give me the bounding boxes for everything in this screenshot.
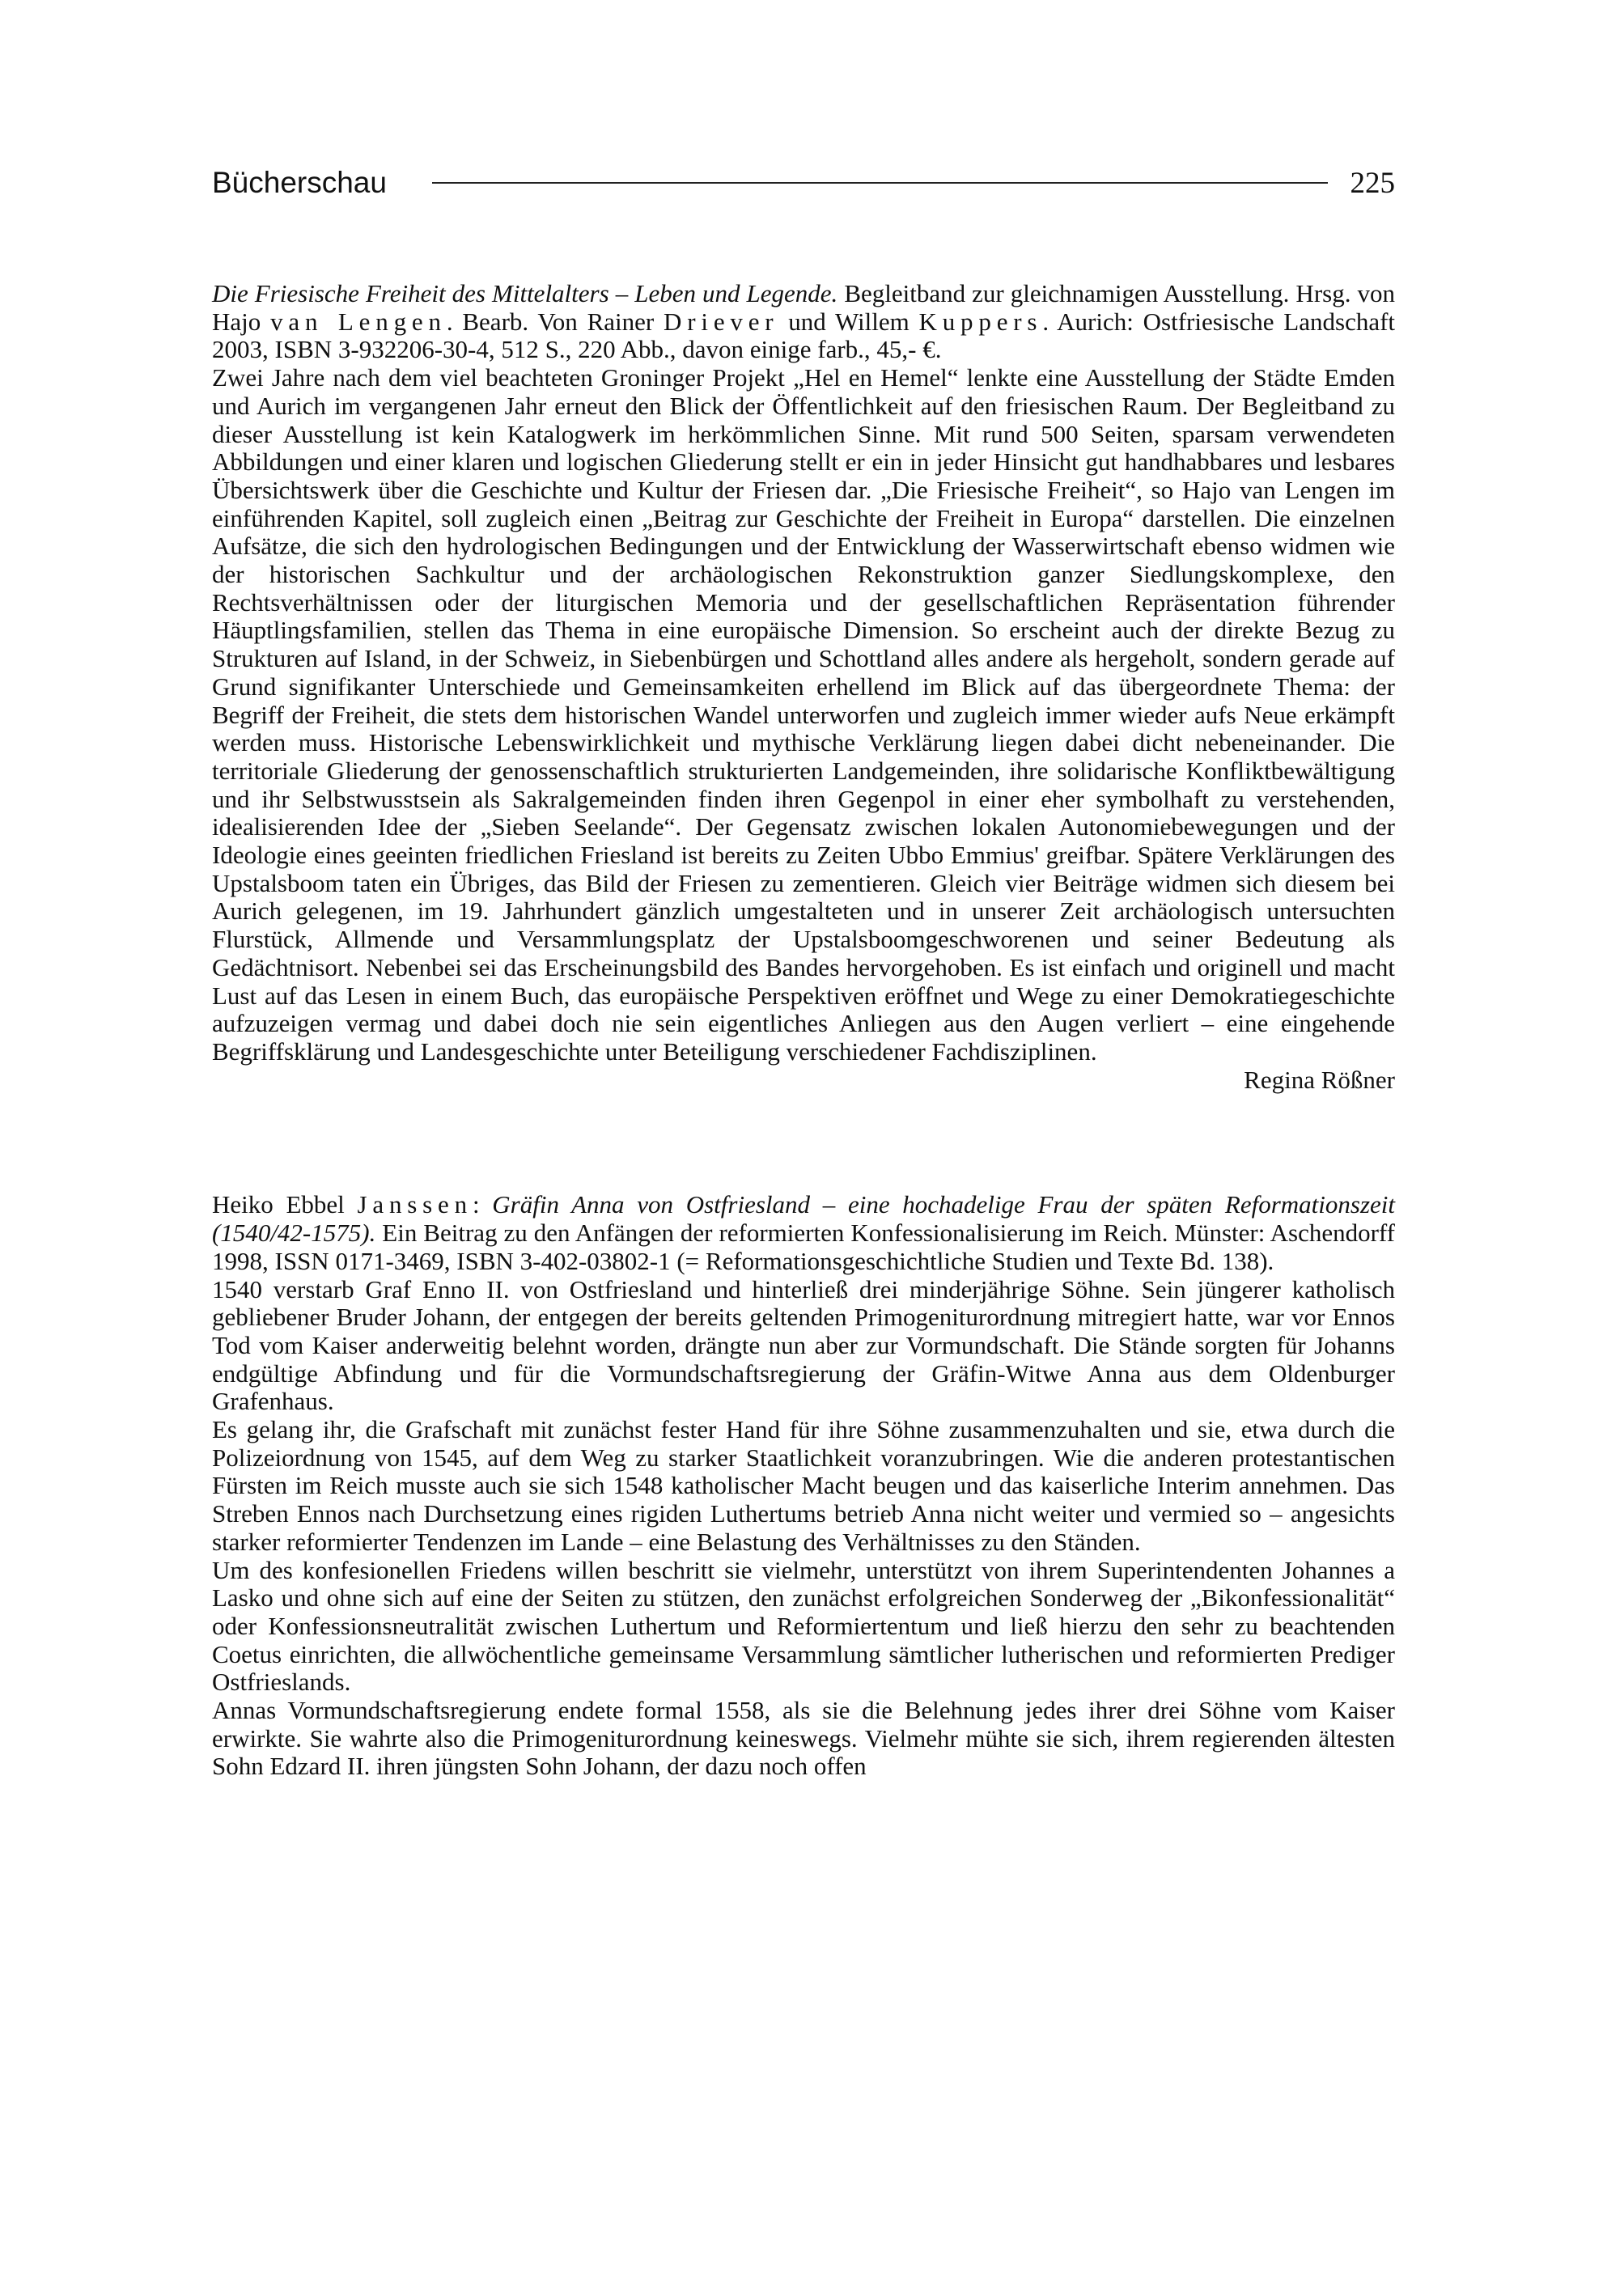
review-friesische-freiheit (212, 280, 1395, 1094)
bibliographic-entry (212, 1191, 1395, 1275)
author-surname: Kuppers (918, 307, 1043, 336)
author-surname: Driever (664, 307, 779, 336)
review-paragraph: Annas Vormundschaftsregierung endete formal 1558, als sie die Belehnung jedes ihrer drei Söhne vom Kaiser erwirkte. Sie wahrte also die Primogeniturordnung keineswegs. Vielmehr mühte sie sich, ihrem regierenden ältesten Sohn Edzard II. ihren jüngsten Sohn Johann, der dazu noch offen (212, 1696, 1395, 1781)
entry-meta: und Willem (778, 307, 919, 336)
book-title: Die Friesische Freiheit des Mittelalters – Leben und Legende. (212, 279, 838, 307)
page-number: 225 (1350, 166, 1395, 200)
editor-surname: van Lengen (270, 307, 447, 336)
page (212, 154, 1395, 1781)
entry-meta: . Aurich: Ostfriesische Landschaft 2003, ISBN 3-932206-30-4, 512 S., 220 Abb., davon einige farb., 45,- €. (212, 307, 1396, 364)
entry-meta: : (472, 1190, 493, 1219)
author-first-name: Heiko Ebbel (212, 1190, 358, 1219)
book-title: Gräfin Anna von Ostfriesland – eine hochadelige Frau der späten Reformationszeit (1540/42-1575). (212, 1190, 1395, 1248)
review-paragraph: 1540 verstarb Graf Enno II. von Ostfriesland und hinterließ drei minderjährige Söhne. Sein jüngerer katholisch gebliebener Bruder Johann, der entgegen der bereits geltenden Primogeniturordnung mitregiert hatte, war vor Ennos Tod vom Kaiser anderweitig belehnt worden, drängte nun aber zur Vormundschaft. Die Stände sorgten für Johanns endgültige Abfindung und für die Vormundschaftsregierung der Gräfin-Witwe Anna aus dem Oldenburger Grafenhaus. (212, 1274, 1395, 1416)
entry-meta: Begleitband zur gleichnamigen Ausstellung. Hrsg. von Hajo (212, 279, 1395, 336)
author-surname: Janssen (357, 1190, 473, 1219)
running-header (212, 154, 1395, 212)
entry-meta: . Bearb. Von Rainer (446, 307, 664, 336)
section-title: Bücherschau (212, 166, 387, 199)
reviewer-name: Regina Rößner (1244, 1065, 1395, 1094)
entry-meta: Ein Beitrag zu den Anfängen der reformierten Konfessionalisierung im Reich. Münster: Aschendorff 1998, ISSN 0171-3469, ISBN 3-402-03802-1 (= Reformationsgeschichtliche Studien und Texte Bd. 138). (212, 1219, 1395, 1275)
review-body: Zwei Jahre nach dem viel beachteten Groninger Projekt „Hel en Hemel“ lenkte eine Ausstellung der Städte Emden und Aurich im vergangenen Jahr erneut den Blick der Öffentlichkeit auf den friesischen Raum. Der Begleitband zu dieser Ausstellung ist kein Katalogwerk im herkömmlichen Sinne. Mit rund 500 Seiten, sparsam verwendeten Abbildungen und einer klaren und logischen Gliederung stellt er ein in jeder Hinsicht gut handhabbares und lesbares Übersichtswerk über die Geschichte und Kultur der Friesen dar. „Die Friesische Freiheit“, so Hajo van Lengen im einführenden Kapitel, soll zugleich einen „Beitrag zur Geschichte der Freiheit in Europa“ darstellen. Die einzelnen Aufsätze, die sich den hydrologischen Bedingungen und der Entwicklung der Wasserwirtschaft ebenso widmen wie der historischen Sachkultur und der archäologischen Rekonstruktion ganzer Siedlungskomplexe, den Rechtsverhältnissen oder der liturgischen Memoria und der gesellschaftlichen Repräsentation führender Häuptlingsfamilien, stellen das Thema in eine europäische Dimension. So erscheint auch der direkte Bezug zu Strukturen auf Island, in der Schweiz, in Siebenbürgen und Schottland alles andere als hergeholt, sondern gerade auf Grund signifikanter Unterschiede und Gemeinsamkeiten erhellend im Blick auf das übergeordnete Thema: der Begriff der Freiheit, die stets dem historischen Wandel unterworfen und zugleich immer wieder aufs Neue erkämpft werden muss. Historische Lebenswirklichkeit und mythische Verklärung liegen dabei dicht nebeneinander. Die territoriale Gliederung der genossenschaftlich strukturierten Landgemeinden, ihre solidarische Konfliktbewältigung und ihr Selbstwusstsein als Sakralgemeinden finden ihren Gegenpol in einer eher symbolhaft zu verstehenden, idealisierenden Idee der „Sieben Seelande“. Der Gegensatz zwischen lokalen Autonomiebewegungen und der Ideologie eines geeinten friedlichen Friesland ist bereits zu Zeiten Ubbo Emmius' greifbar. Spätere Verklärungen des Upstalsboom taten ein Übriges, das Bild der Friesen zu zementieren. Gleich vier Beiträge widmen sich diesem bei Aurich gelegenen, im 19. Jahrhundert gänzlich umgestalteten und in unserer Zeit archäologisch untersuchten Flurstück, Allmende und Versammlungsplatz der Upstalsboomgeschworenen und seiner Bedeutung als Gedächtnisort. Nebenbei sei das Erscheinungsbild des Bandes hervorgehoben. Es ist einfach und originell und macht Lust auf das Lesen in einem Buch, das europäische Perspektiven eröffnet und Wege zu einer Demokratiegeschichte aufzuzeigen vermag und dabei doch nie sein eigentliches Anliegen aus den Augen verliert – eine eingehende Begriffsklärung und Landesgeschichte unter Beteiligung verschiedener Fachdisziplinen. (212, 363, 1395, 1066)
review-paragraph: Um des konfesionellen Friedens willen beschritt sie vielmehr, unterstützt von ihrem Superintendenten Johannes a Lasko und ohne sich auf eine der Seiten zu stützen, den zunächst erfolgreichen Sonderweg der „Bikonfessionalität“ oder Konfessionsneutralität zwischen Luthertum und Reformiertentum und ließ hierzu den sehr zu beachtenden Coetus einrichten, die allwöchentliche gemeinsame Versammlung sämtlicher lutherischen und reformierten Prediger Ostfrieslands. (212, 1555, 1395, 1697)
review-paragraph: Es gelang ihr, die Grafschaft mit zunächst fester Hand für ihre Söhne zusammenzuhalten und sie, etwa durch die Polizeiordnung von 1545, auf dem Weg zu starker Staatlichkeit voranzubringen. Wie die anderen protestantischen Fürsten im Reich musste auch sie sich 1548 katholischer Macht beugen und das kaiserliche Interim annehmen. Das Streben Ennos nach Durchsetzung eines rigiden Luthertums betrieb Anna nicht weiter und vermied so – angesichts starker reformierter Tendenzen im Lande – eine Belastung des Verhältnisses zu den Ständen. (212, 1415, 1395, 1556)
bibliographic-entry (212, 280, 1395, 364)
header-rule (432, 182, 1328, 184)
review-graefin-anna (212, 1191, 1395, 1781)
